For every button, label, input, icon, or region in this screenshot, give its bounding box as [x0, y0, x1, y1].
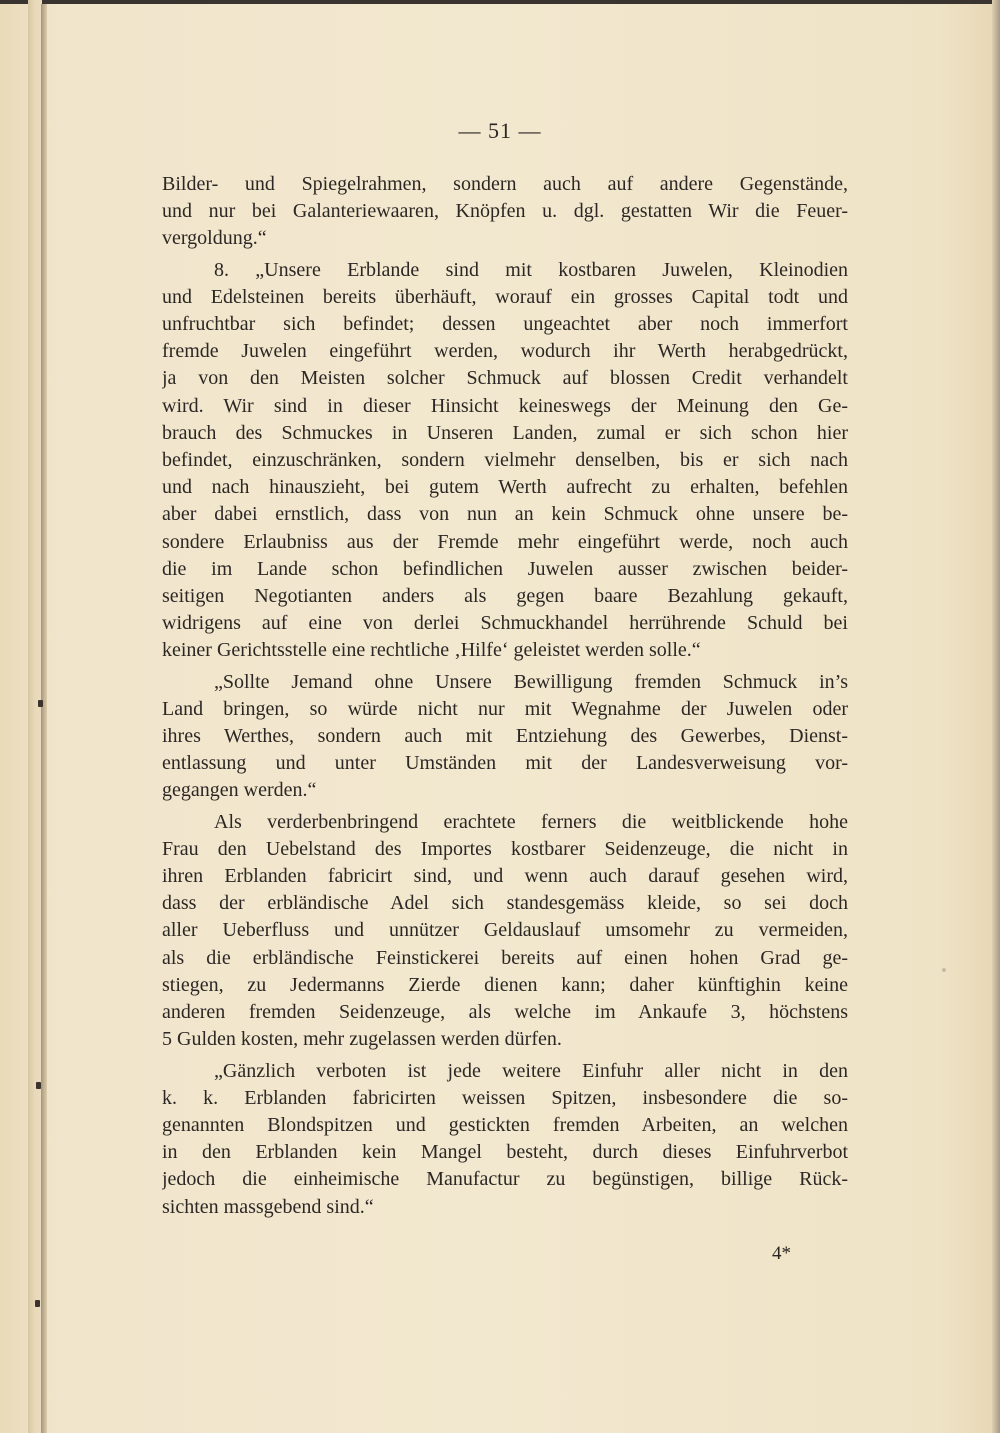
text-line: befindet, einzuschränken, sondern vielmehr denselben, bis er sich nach	[162, 449, 848, 472]
text-line: die im Lande schon befindlichen Juwelen ausser zwischen beider-	[162, 557, 848, 580]
text-line: in den Erblanden kein Mangel besteht, durch dieses Einfuhrverbot	[162, 1141, 848, 1164]
text-line: gegangen werden.“	[162, 779, 317, 802]
page-binding	[28, 0, 42, 1433]
text-line: wird. Wir sind in dieser Hinsicht keineswegs der Meinung den Ge-	[162, 394, 848, 417]
paragraph-1	[162, 171, 848, 253]
signature-mark: 4*	[772, 1243, 791, 1264]
text-line: „Gänzlich verboten ist jede weitere Einfuhr aller nicht in den	[214, 1059, 848, 1082]
text-line: 8. „Unsere Erblande sind mit kostbaren Juwelen, Kleinodien	[214, 258, 848, 281]
text-line: unfruchtbar sich befindet; dessen ungeachtet aber noch immerfort	[162, 313, 848, 336]
text-line: ihren Erblanden fabricirt sind, und wenn auch darauf gesehen wird,	[162, 865, 848, 888]
text-line: ja von den Meisten solcher Schmuck auf blossen Credit verhandelt	[162, 367, 848, 390]
text-line: seitigen Negotianten anders als gegen baare Bezahlung gekauft,	[162, 585, 848, 608]
text-line: und nach hinauszieht, bei gutem Werth aufrecht zu erhalten, befehlen	[162, 476, 848, 499]
text-line: 5 Gulden kosten, mehr zugelassen werden dürfen.	[162, 1028, 562, 1051]
text-line: stiegen, zu Jedermanns Zierde dienen kann; daher künftighin keine	[162, 973, 848, 996]
text-line: aller Ueberfluss und unnützer Geldauslauf umsomehr zu vermeiden,	[162, 919, 848, 942]
text-line: dass der erbländische Adel sich standesgemäss kleide, so sei doch	[162, 892, 848, 915]
body-text	[162, 171, 848, 1225]
text-line: widrigens auf eine von derlei Schmuckhandel herrührende Schuld bei	[162, 612, 848, 635]
binding-edge	[41, 4, 47, 1433]
text-line: ihres Werthes, sondern auch mit Entziehung des Gewerbes, Dienst-	[162, 725, 848, 748]
text-line: und Edelsteinen bereits überhäuft, worauf ein grosses Capital todt und	[162, 285, 848, 308]
paragraph-4	[162, 809, 848, 1054]
paper-speck	[942, 968, 946, 972]
text-line: Land bringen, so würde nicht nur mit Wegnahme der Juwelen oder	[162, 697, 848, 720]
text-line: keiner Gerichtsstelle eine rechtliche ‚Hilfe‘ geleistet werden solle.“	[162, 639, 701, 662]
text-line: jedoch die einheimische Manufactur zu begünstigen, billige Rück-	[162, 1168, 848, 1191]
text-line: k. k. Erblanden fabricirten weissen Spitzen, insbesondere die so-	[162, 1086, 848, 1109]
text-line: genannten Blondspitzen und gestickten fremden Arbeiten, an welchen	[162, 1113, 848, 1136]
text-line: anderen fremden Seidenzeuge, als welche im Ankaufe 3, höchstens	[162, 1001, 848, 1024]
text-line: Bilder- und Spiegelrahmen, sondern auch auf andere Gegenstände,	[162, 173, 848, 195]
text-line: sichten massgebend sind.“	[162, 1195, 374, 1218]
text-line: Frau den Uebelstand des Importes kostbarer Seidenzeuge, die nicht in	[162, 837, 848, 860]
text-line: vergoldung.“	[162, 227, 267, 250]
text-line: aber dabei ernstlich, dass von nun an kein Schmuck ohne unsere be-	[162, 503, 848, 526]
text-line: Als verderbenbringend erachtete ferners die weitblickende hohe	[214, 810, 848, 833]
paragraph-3	[162, 669, 848, 805]
text-line: „Sollte Jemand ohne Unsere Bewilligung fremden Schmuck in’s	[214, 670, 848, 693]
text-line: als die erbländische Feinstickerei bereits auf einen hohen Grad ge-	[162, 946, 848, 969]
text-line: fremde Juwelen eingeführt werden, wodurch ihr Werth herabgedrückt,	[162, 340, 848, 363]
page-number: — 51 —	[458, 118, 542, 143]
text-line: entlassung und unter Umständen mit der Landesverweisung vor-	[162, 752, 848, 775]
binding-mark	[36, 1082, 41, 1089]
top-edge-shadow	[0, 0, 1000, 4]
paragraph-5	[162, 1058, 848, 1221]
text-line: und nur bei Galanteriewaaren, Knöpfen u. dgl. gestatten Wir die Feuer-	[162, 200, 848, 223]
binding-mark	[35, 1300, 40, 1307]
text-line: sondere Erlaubniss aus der Fremde mehr eingeführt werde, noch auch	[162, 530, 848, 553]
right-page-edge	[992, 0, 1000, 1433]
binding-mark	[38, 700, 43, 707]
paragraph-2	[162, 257, 848, 665]
text-line: brauch des Schmuckes in Unseren Landen, zumal er sich schon hier	[162, 421, 848, 444]
